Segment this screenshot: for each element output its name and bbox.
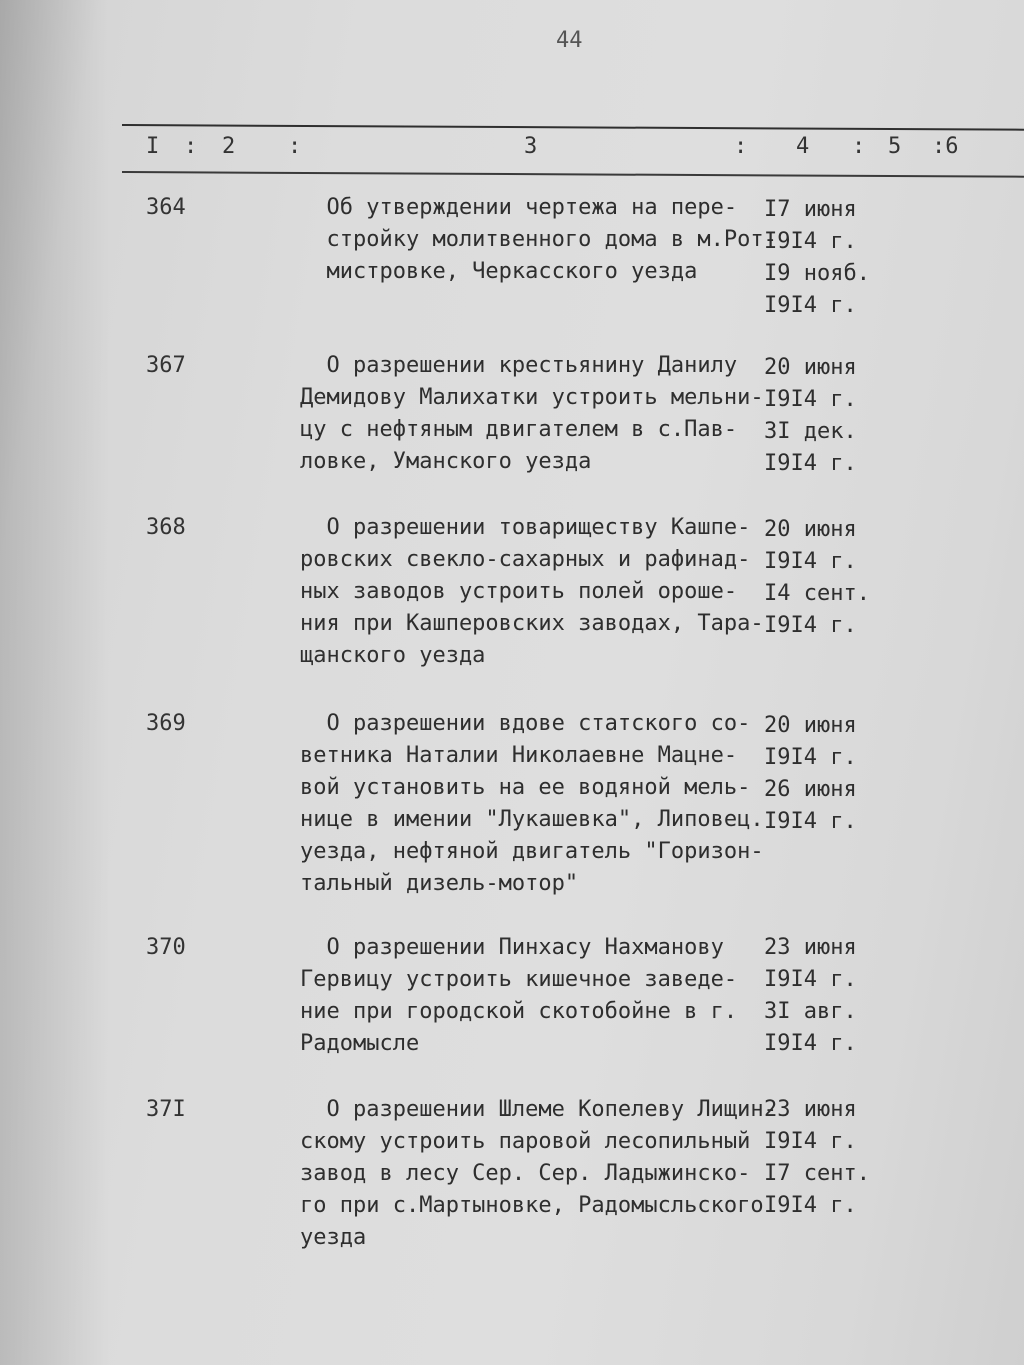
record-text-line: скому устроить паровой лесопильный	[300, 1129, 751, 1154]
record-text-line: щанского уезда	[300, 643, 486, 668]
record-number: 369	[146, 711, 186, 736]
header-separator: :	[288, 134, 302, 159]
record-date-start-year: I9I4 г.	[764, 1129, 857, 1154]
record-text-line: О разрешении вдове статского со-	[300, 711, 751, 736]
record-date-start-year: I9I4 г.	[764, 229, 857, 254]
record-text-line: вой установить на ее водяной мель-	[300, 775, 751, 800]
record-number: 367	[146, 353, 186, 378]
record-text-line: го при с.Мартыновке, Радомысльского	[300, 1193, 764, 1218]
record-date-end: 3I авг.	[764, 999, 857, 1024]
record-date-start-year: I9I4 г.	[764, 387, 857, 412]
record-number: 370	[146, 935, 186, 960]
record-text-line: ловке, Уманского уезда	[300, 449, 592, 474]
record-date-start: 20 июня	[764, 517, 857, 542]
record-date-start: I7 июня	[764, 197, 857, 222]
record-text-line: нице в имении "Лукашевка", Липовец.	[300, 807, 764, 832]
record-date-end-year: I9I4 г.	[764, 613, 857, 638]
record-text-line: стройку молитвенного дома в м.Рот-	[300, 227, 777, 252]
record-text-line: завод в лесу Сер. Сер. Ладыжинско-	[300, 1161, 751, 1186]
record-text-line: ветника Наталии Николаевне Мацне-	[300, 743, 738, 768]
record-number: 364	[146, 195, 186, 220]
header-col-4: 4	[796, 134, 810, 159]
record-text-line: ных заводов устроить полей ороше-	[300, 579, 738, 604]
page-number: 44	[556, 28, 583, 53]
header-col-6: :6	[932, 134, 959, 159]
record-date-end-year: I9I4 г.	[764, 293, 857, 318]
record-date-end: I4 сент.	[764, 581, 870, 606]
header-col-3: 3	[524, 134, 538, 159]
record-number: 37I	[146, 1097, 186, 1122]
header-separator: :	[852, 134, 866, 159]
record-date-start: 20 июня	[764, 355, 857, 380]
record-text-line: Гервицу устроить кишечное заведе-	[300, 967, 738, 992]
record-text-line: мистровке, Черкасского уезда	[300, 259, 698, 284]
record-date-start-year: I9I4 г.	[764, 745, 857, 770]
header-separator: :	[184, 134, 198, 159]
record-text-line: Об утверждении чертежа на пере-	[300, 195, 738, 220]
record-text-line: тальный дизель-мотор"	[300, 871, 579, 896]
record-date-start-year: I9I4 г.	[764, 967, 857, 992]
record-date-start: 23 июня	[764, 935, 857, 960]
record-text-line: цу с нефтяным двигателем в с.Пав-	[300, 417, 738, 442]
record-text-line: ние при городской скотобойне в г.	[300, 999, 738, 1024]
record-text-line: О разрешении Пинхасу Нахманову	[300, 935, 724, 960]
record-text-line: Радомысле	[300, 1031, 420, 1056]
record-text-line: уезда	[300, 1225, 367, 1250]
record-text-line: О разрешении Шлеме Копелеву Лищин-	[300, 1097, 777, 1122]
header-bottom-rule	[122, 171, 1024, 177]
record-date-end-year: I9I4 г.	[764, 1031, 857, 1056]
record-text-line: О разрешении товариществу Кашпе-	[300, 515, 751, 540]
record-date-end: I9 нояб.	[764, 261, 870, 286]
header-col-5: 5	[888, 134, 902, 159]
record-number: 368	[146, 515, 186, 540]
record-date-start: 20 июня	[764, 713, 857, 738]
header-separator: :	[734, 134, 748, 159]
record-date-end: 26 июня	[764, 777, 857, 802]
record-text-line: уезда, нефтяной двигатель "Горизон-	[300, 839, 764, 864]
record-text-line: ровских свекло-сахарных и рафинад-	[300, 547, 751, 572]
record-date-start-year: I9I4 г.	[764, 549, 857, 574]
header-col-1: I	[146, 134, 160, 159]
record-date-start: 23 июня	[764, 1097, 857, 1122]
header-col-2: 2	[222, 134, 236, 159]
record-date-end-year: I9I4 г.	[764, 1193, 857, 1218]
record-text-line: О разрешении крестьянину Данилу	[300, 353, 738, 378]
record-date-end: 3I дек.	[764, 419, 857, 444]
record-date-end-year: I9I4 г.	[764, 809, 857, 834]
record-date-end: I7 сент.	[764, 1161, 870, 1186]
record-text-line: ния при Кашперовских заводах, Тара-	[300, 611, 764, 636]
record-text-line: Демидову Малихатки устроить мельни-	[300, 385, 764, 410]
page-edge-shadow	[0, 0, 110, 1365]
record-date-end-year: I9I4 г.	[764, 451, 857, 476]
header-top-rule	[122, 124, 1024, 131]
